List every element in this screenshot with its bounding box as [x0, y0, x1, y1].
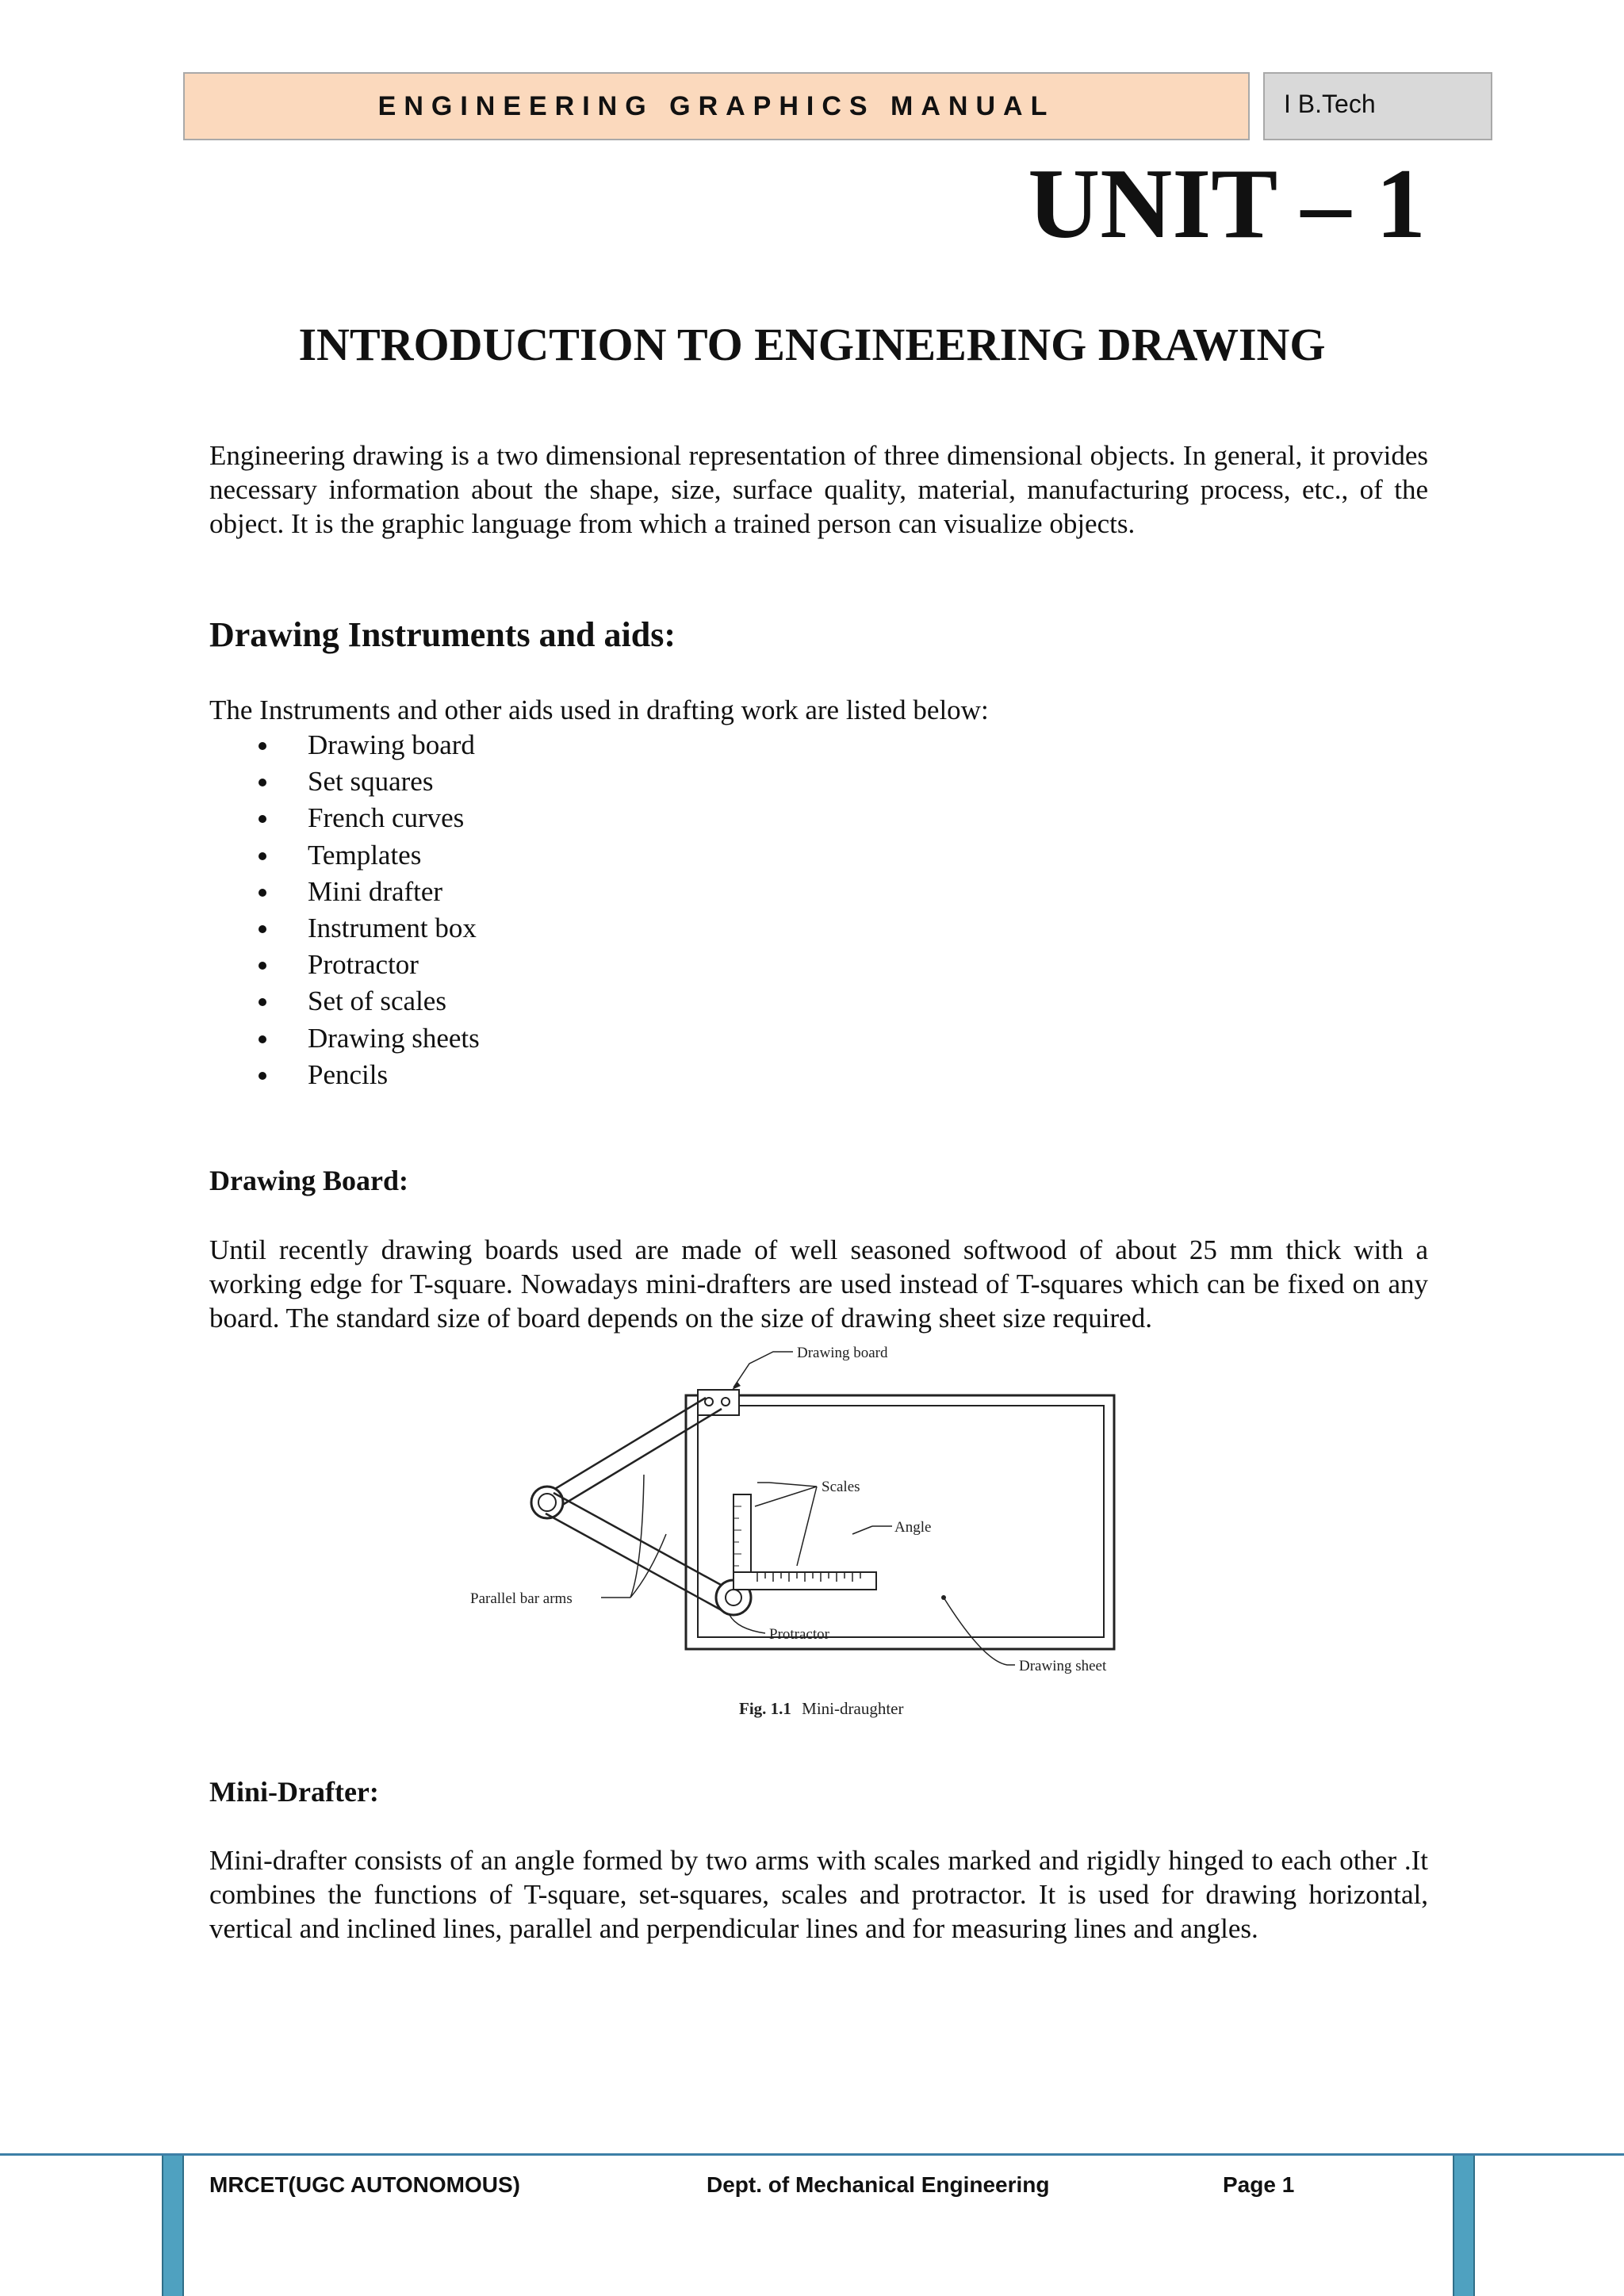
intro-paragraph: Engineering drawing is a two dimensional representation of three dimensional objects. In general, it provides necessary information about the shape, size, surface quality, material, manufacturing process, etc., of the object. It is the graphic language from which a trained person can visualize objects.	[209, 440, 1428, 539]
footer-institution: MRCET(UGC AUTONOMOUS)	[209, 2172, 520, 2197]
instruments-lead: The Instruments and other aids used in drafting work are listed below:	[209, 695, 989, 725]
course-label-box	[1263, 72, 1492, 140]
footer-left-bar	[162, 2156, 184, 2296]
manual-title-banner	[183, 72, 1250, 140]
mini-drafter-heading: Mini-Drafter:	[209, 1776, 379, 1808]
drawing-board-heading: Drawing Board:	[209, 1165, 408, 1196]
mini-drafter-paragraph: Mini-drafter consists of an angle formed by two arms with scales marked and rigidly hinged to each other .It combines the functions of T-square, set-squares, scales and protractor. It is used for drawing horizontal, vertical and inclined lines, parallel and perpendicular lines and for measuring lines and angles.	[209, 1845, 1428, 1944]
instruments-heading: Drawing Instruments and aids:	[209, 615, 676, 654]
label-protractor: Protractor	[769, 1626, 829, 1643]
list-item: Instrument box	[238, 910, 480, 947]
drawing-board-paragraph: Until recently drawing boards used are made of well seasoned softwood of about 25 mm thick with a working edge for T-square. Nowadays mini-drafters are used instead of T-squares which can be fixed on any board. The standard size of board depends on the size of drawing sheet size required.	[209, 1234, 1428, 1334]
course-label: I B.Tech	[1284, 90, 1376, 118]
list-item: Mini drafter	[238, 874, 480, 910]
list-item: French curves	[238, 800, 480, 836]
list-item: Set of scales	[238, 983, 480, 1020]
list-item: Drawing sheets	[238, 1020, 480, 1057]
list-item: Templates	[238, 837, 480, 874]
figure-caption-text: Mini-draughter	[802, 1699, 904, 1718]
footer-department: Dept. of Mechanical Engineering	[707, 2172, 1050, 2197]
label-drawing-sheet: Drawing sheet	[1019, 1658, 1107, 1674]
unit-heading: UNIT – 1	[1028, 149, 1426, 259]
list-item: Pencils	[238, 1057, 480, 1093]
instruments-list	[238, 727, 480, 1093]
footer-divider	[0, 2153, 1624, 2156]
manual-title: ENGINEERING GRAPHICS MANUAL	[377, 90, 1055, 121]
page-title: INTRODUCTION TO ENGINEERING DRAWING	[298, 319, 1326, 370]
mini-draughter-figure	[460, 1336, 1158, 1732]
list-item: Protractor	[238, 947, 480, 983]
list-item: Drawing board	[238, 727, 480, 763]
list-item: Set squares	[238, 763, 480, 800]
label-drawing-board: Drawing board	[797, 1345, 888, 1361]
footer-page-number: Page 1	[1223, 2172, 1295, 2197]
footer-right-bar	[1453, 2156, 1475, 2296]
svg-text:Fig. 1.1 Mini-draughter	[739, 1699, 903, 1718]
figure-caption-number: Fig. 1.1	[739, 1699, 791, 1718]
label-angle: Angle	[894, 1519, 932, 1536]
label-scales: Scales	[822, 1479, 860, 1495]
label-parallel-bar-arms: Parallel bar arms	[470, 1590, 573, 1607]
